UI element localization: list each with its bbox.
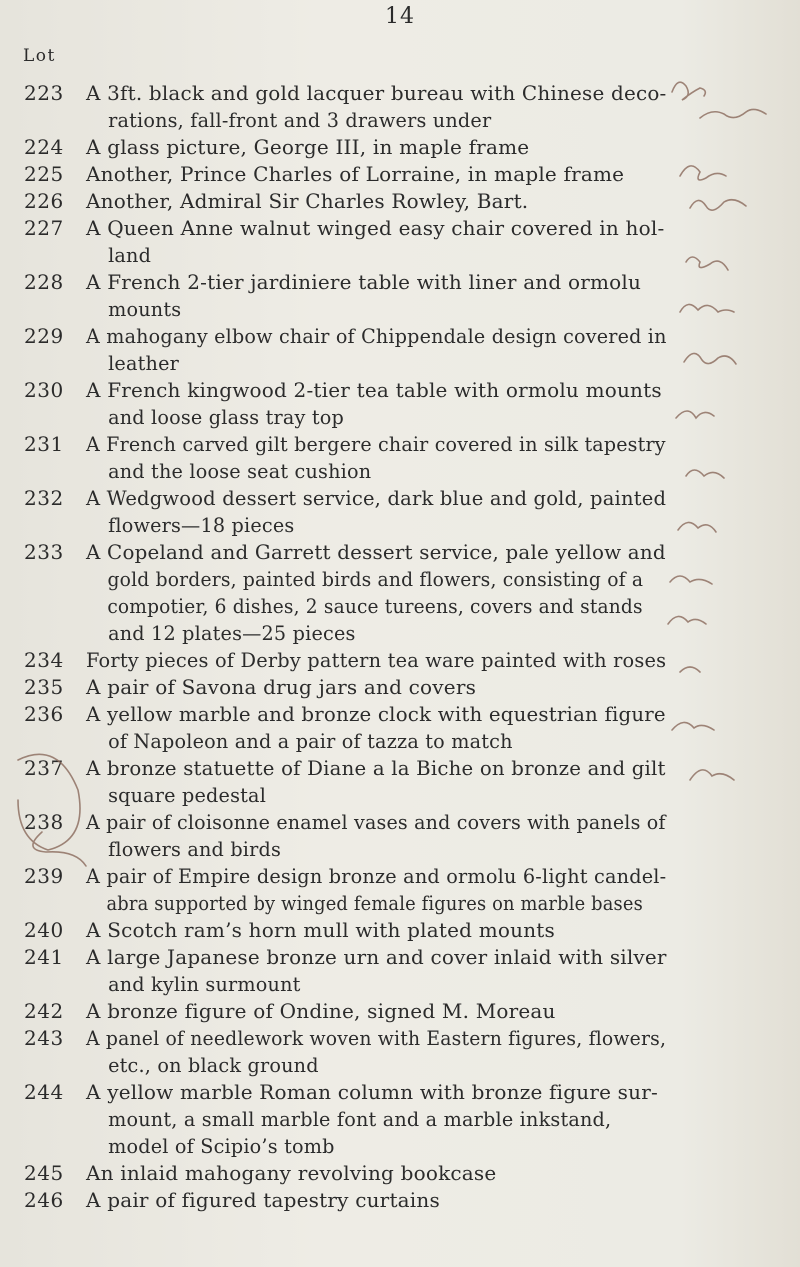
lot-description-line: and kylin surmount xyxy=(108,972,301,996)
lot-entry xyxy=(0,431,800,485)
lot-entry xyxy=(0,188,800,215)
lot-description-line: A panel of needlework woven with Eastern figures, flowers, xyxy=(86,1026,667,1050)
lot-entry xyxy=(0,1079,800,1160)
lot-number: 226 xyxy=(24,189,64,213)
lot-number: 238 xyxy=(24,810,64,834)
lot-description-line: A 3ft. black and gold lacquer bureau with Chinese deco- xyxy=(86,81,667,105)
lot-description-line: mount, a small marble font and a marble inkstand, xyxy=(108,1107,612,1131)
lot-entry xyxy=(0,809,800,863)
lot-description xyxy=(86,701,666,755)
lot-description xyxy=(86,215,666,269)
lot-description-line: etc., on black ground xyxy=(108,1053,319,1077)
lot-entry xyxy=(0,161,800,188)
lot-description xyxy=(86,134,666,161)
lot-description-line: Another, Prince Charles of Lorraine, in maple frame xyxy=(86,162,625,186)
lot-entry xyxy=(0,647,800,674)
lot-entry xyxy=(0,755,800,809)
lot-number: 233 xyxy=(24,540,64,564)
lot-description-line: leather xyxy=(108,351,179,375)
lot-number: 236 xyxy=(24,702,64,726)
lot-description-line: A glass picture, George III, in maple frame xyxy=(86,135,530,159)
lot-number: 224 xyxy=(24,135,64,159)
lot-number: 246 xyxy=(24,1188,64,1212)
lot-description-line: flowers—18 pieces xyxy=(108,513,295,537)
lot-description xyxy=(86,917,666,944)
lot-description-line: and 12 plates—25 pieces xyxy=(108,621,356,645)
lot-description-line: model of Scipio’s tomb xyxy=(108,1134,335,1158)
lot-entry xyxy=(0,1025,800,1079)
lot-number: 241 xyxy=(24,945,64,969)
lot-description-line: Another, Admiral Sir Charles Rowley, Bart. xyxy=(86,189,529,213)
lot-description-line: A Scotch ram’s horn mull with plated mounts xyxy=(86,918,555,942)
lot-description xyxy=(86,755,666,809)
lot-entry xyxy=(0,539,800,647)
lot-description xyxy=(86,161,666,188)
lot-description xyxy=(86,647,666,674)
lot-description-line: A French 2-tier jardiniere table with liner and ormolu xyxy=(86,270,642,294)
lot-description-line: abra supported by winged female figures on marble bases xyxy=(106,891,643,915)
lot-description-line: compotier, 6 dishes, 2 sauce tureens, covers and stands xyxy=(107,594,643,618)
lot-number: 227 xyxy=(24,216,64,240)
lot-list xyxy=(0,80,800,1214)
lot-entry xyxy=(0,80,800,134)
lot-description-line: A pair of Empire design bronze and ormolu 6-light candel- xyxy=(86,864,667,888)
lot-description-line: land xyxy=(108,243,152,267)
lot-description xyxy=(86,944,666,998)
lot-description xyxy=(86,323,666,377)
lot-description-line: A pair of cloisonne enamel vases and covers with panels of xyxy=(86,810,666,834)
lot-entry xyxy=(0,998,800,1025)
lot-entry xyxy=(0,323,800,377)
lot-description-line: rations, fall-front and 3 drawers under xyxy=(108,108,492,132)
lot-description xyxy=(86,188,666,215)
lot-number: 243 xyxy=(24,1026,64,1050)
lot-number: 229 xyxy=(24,324,64,348)
lot-number: 232 xyxy=(24,486,64,510)
lot-description-line: A French carved gilt bergere chair covered in silk tapestry xyxy=(86,432,666,456)
lot-entry xyxy=(0,701,800,755)
lot-entry xyxy=(0,134,800,161)
lot-description-line: A Copeland and Garrett dessert service, pale yellow and xyxy=(86,540,666,564)
lot-description xyxy=(86,485,666,539)
lot-number: 245 xyxy=(24,1161,64,1185)
lot-description xyxy=(86,809,666,863)
lot-description xyxy=(86,431,666,485)
lot-description xyxy=(86,1187,666,1214)
lot-description-line: An inlaid mahogany revolving bookcase xyxy=(86,1161,497,1185)
lot-number: 228 xyxy=(24,270,64,294)
lot-entry xyxy=(0,1187,800,1214)
lot-entry xyxy=(0,944,800,998)
lot-description-line: mounts xyxy=(108,297,182,321)
lot-description-line: A large Japanese bronze urn and cover inlaid with silver xyxy=(86,945,667,969)
lot-description-line: A Queen Anne walnut winged easy chair covered in hol- xyxy=(86,216,665,240)
lot-description-line: gold borders, painted birds and flowers, consisting of a xyxy=(107,567,644,591)
lot-number: 237 xyxy=(24,756,64,780)
lot-entry xyxy=(0,377,800,431)
lot-description xyxy=(86,1079,666,1160)
lot-number: 244 xyxy=(24,1080,64,1104)
lot-description xyxy=(86,80,666,134)
lot-description-line: A mahogany elbow chair of Chippendale design covered in xyxy=(86,324,667,348)
lot-description-line: A Wedgwood dessert service, dark blue and gold, painted xyxy=(86,486,667,510)
lot-description xyxy=(86,1025,666,1079)
lot-number: 239 xyxy=(24,864,64,888)
lot-description-line: A French kingwood 2-tier tea table with ormolu mounts xyxy=(86,378,662,402)
lot-number: 235 xyxy=(24,675,64,699)
lot-number: 242 xyxy=(24,999,64,1023)
lot-description-line: A pair of figured tapestry curtains xyxy=(86,1188,440,1212)
lot-column-header: Lot xyxy=(23,46,56,66)
lot-number: 223 xyxy=(24,81,64,105)
lot-description xyxy=(86,1160,666,1187)
lot-description-line: A yellow marble Roman column with bronze figure sur- xyxy=(86,1080,658,1104)
lot-description-line: flowers and birds xyxy=(108,837,282,861)
lot-description-line: A yellow marble and bronze clock with equestrian figure xyxy=(86,702,666,726)
lot-description-line: A bronze statuette of Diane a la Biche on bronze and gilt xyxy=(86,756,666,780)
page-number: 14 xyxy=(385,4,415,29)
lot-description xyxy=(86,269,666,323)
lot-number: 231 xyxy=(24,432,64,456)
lot-description xyxy=(86,674,666,701)
lot-description xyxy=(86,377,666,431)
lot-entry xyxy=(0,215,800,269)
lot-entry xyxy=(0,269,800,323)
lot-entry xyxy=(0,863,800,917)
lot-description-line: Forty pieces of Derby pattern tea ware painted with roses xyxy=(86,648,667,672)
lot-entry xyxy=(0,917,800,944)
lot-description-line: and the loose seat cushion xyxy=(108,459,372,483)
lot-description xyxy=(86,998,666,1025)
lot-description xyxy=(86,539,666,647)
lot-description-line: square pedestal xyxy=(108,783,267,807)
lot-entry xyxy=(0,674,800,701)
lot-number: 240 xyxy=(24,918,64,942)
lot-entry xyxy=(0,485,800,539)
lot-description-line: A pair of Savona drug jars and covers xyxy=(86,675,477,699)
lot-description-line: and loose glass tray top xyxy=(108,405,345,429)
lot-number: 234 xyxy=(24,648,64,672)
lot-description-line: A bronze figure of Ondine, signed M. Moreau xyxy=(86,999,556,1023)
lot-number: 230 xyxy=(24,378,64,402)
lot-description-line: of Napoleon and a pair of tazza to match xyxy=(108,729,513,753)
lot-description xyxy=(86,863,666,917)
lot-entry xyxy=(0,1160,800,1187)
lot-number: 225 xyxy=(24,162,64,186)
